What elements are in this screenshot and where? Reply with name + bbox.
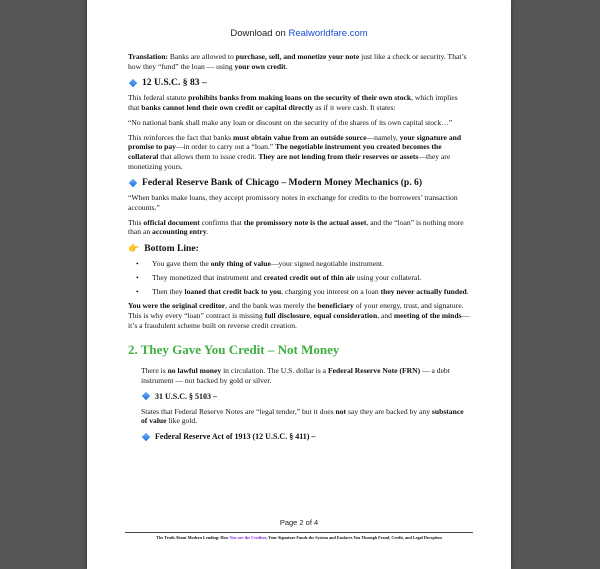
document-page bbox=[87, 0, 511, 569]
footer-divider bbox=[125, 532, 473, 533]
list-item: • Then they loaned that credit back to you, charging you interest on a loan they never actually funded. bbox=[128, 287, 470, 297]
usc83-quote: “No national bank shall make any loan or discount on the security of the shares of its own capital stock…” bbox=[128, 117, 453, 127]
usc83-heading: 12 U.S.C. § 83 – bbox=[128, 77, 470, 88]
bottom-line-heading: 👉 Bottom Line: bbox=[128, 243, 199, 255]
usc5103-paragraph: States that Federal Reserve Notes are “legal tender,” but it does not say they are backed by any substance of value like gold. bbox=[141, 406, 464, 426]
diamond-icon bbox=[129, 179, 137, 187]
header-prefix: Download on bbox=[230, 28, 289, 39]
page-number: Page 2 of 4 bbox=[279, 518, 319, 527]
section-2-body bbox=[128, 366, 470, 442]
creditor-paragraph: You were the original creditor, and the bank was merely the beneficiary of your energy, trust, and signature. This is why every “loan” contract is missing full disclosure, equal consideration, and meeting of the minds—it’s a fraudulent scheme built on reverse credit creation. bbox=[128, 301, 470, 330]
diamond-icon bbox=[142, 432, 150, 440]
footer-title: The Truth About Modern Lending: How You are the Creditor, Your Signature Funds the System and Enslaves You Through Fraud, Credit, and Legal Deception bbox=[156, 535, 442, 540]
download-header bbox=[87, 28, 511, 39]
diamond-icon bbox=[129, 79, 137, 87]
usc5103-heading: 31 U.S.C. § 5103 – bbox=[141, 391, 470, 402]
list-item: • They monetized that instrument and created credit out of thin air using your collateral. bbox=[128, 273, 470, 283]
list-item: • You gave them the only thing of value—your signed negotiable instrument. bbox=[128, 259, 470, 269]
usc83-explanation: This reinforces the fact that banks must obtain value from an outside source—namely, your signature and promise to pay—in order to carry out a “loan.” The negotiable instrument you created becomes the collateral that allows them to issue credit. They are not lending from their reserves or assets—they are monetizing yours. bbox=[128, 132, 462, 171]
fed-paragraph: This official document confirms that the promissory note is the actual asset, and the “loan” is nothing more than an accounting entry. bbox=[128, 217, 464, 237]
translation-paragraph: Translation: Banks are allowed to purchase, sell, and monetize your note just like a check or security. That’s how they “fund” the loan — using your own credit. bbox=[128, 52, 467, 71]
section-2-title: 2. They Gave You Credit – Not Money bbox=[128, 342, 340, 358]
lawful-money-paragraph: There is no lawful money in circulation. The U.S. dollar is a Federal Reserve Note (FRN) — a debt instrument — not backed by gold or silver. bbox=[141, 366, 450, 386]
fra-heading: Federal Reserve Act of 1913 (12 U.S.C. § 411) – bbox=[141, 431, 470, 442]
bottom-line-list bbox=[128, 259, 470, 296]
site-link[interactable]: Realworldfare.com bbox=[288, 28, 368, 39]
usc83-paragraph: This federal statute prohibits banks from making loans on the security of their own stock, which implies that banks cannot lend their own credit or capital directly as if it were cash. It states: bbox=[128, 93, 458, 113]
fed-heading: Federal Reserve Bank of Chicago – Modern Money Mechanics (p. 6) bbox=[128, 177, 470, 188]
pointing-hand-icon: 👉 bbox=[128, 243, 140, 254]
fed-quote: “When banks make loans, they accept promissory notes in exchange for credits to the borrowers’ transaction accounts.” bbox=[128, 193, 458, 213]
page-content bbox=[128, 52, 470, 447]
diamond-icon bbox=[142, 392, 150, 400]
